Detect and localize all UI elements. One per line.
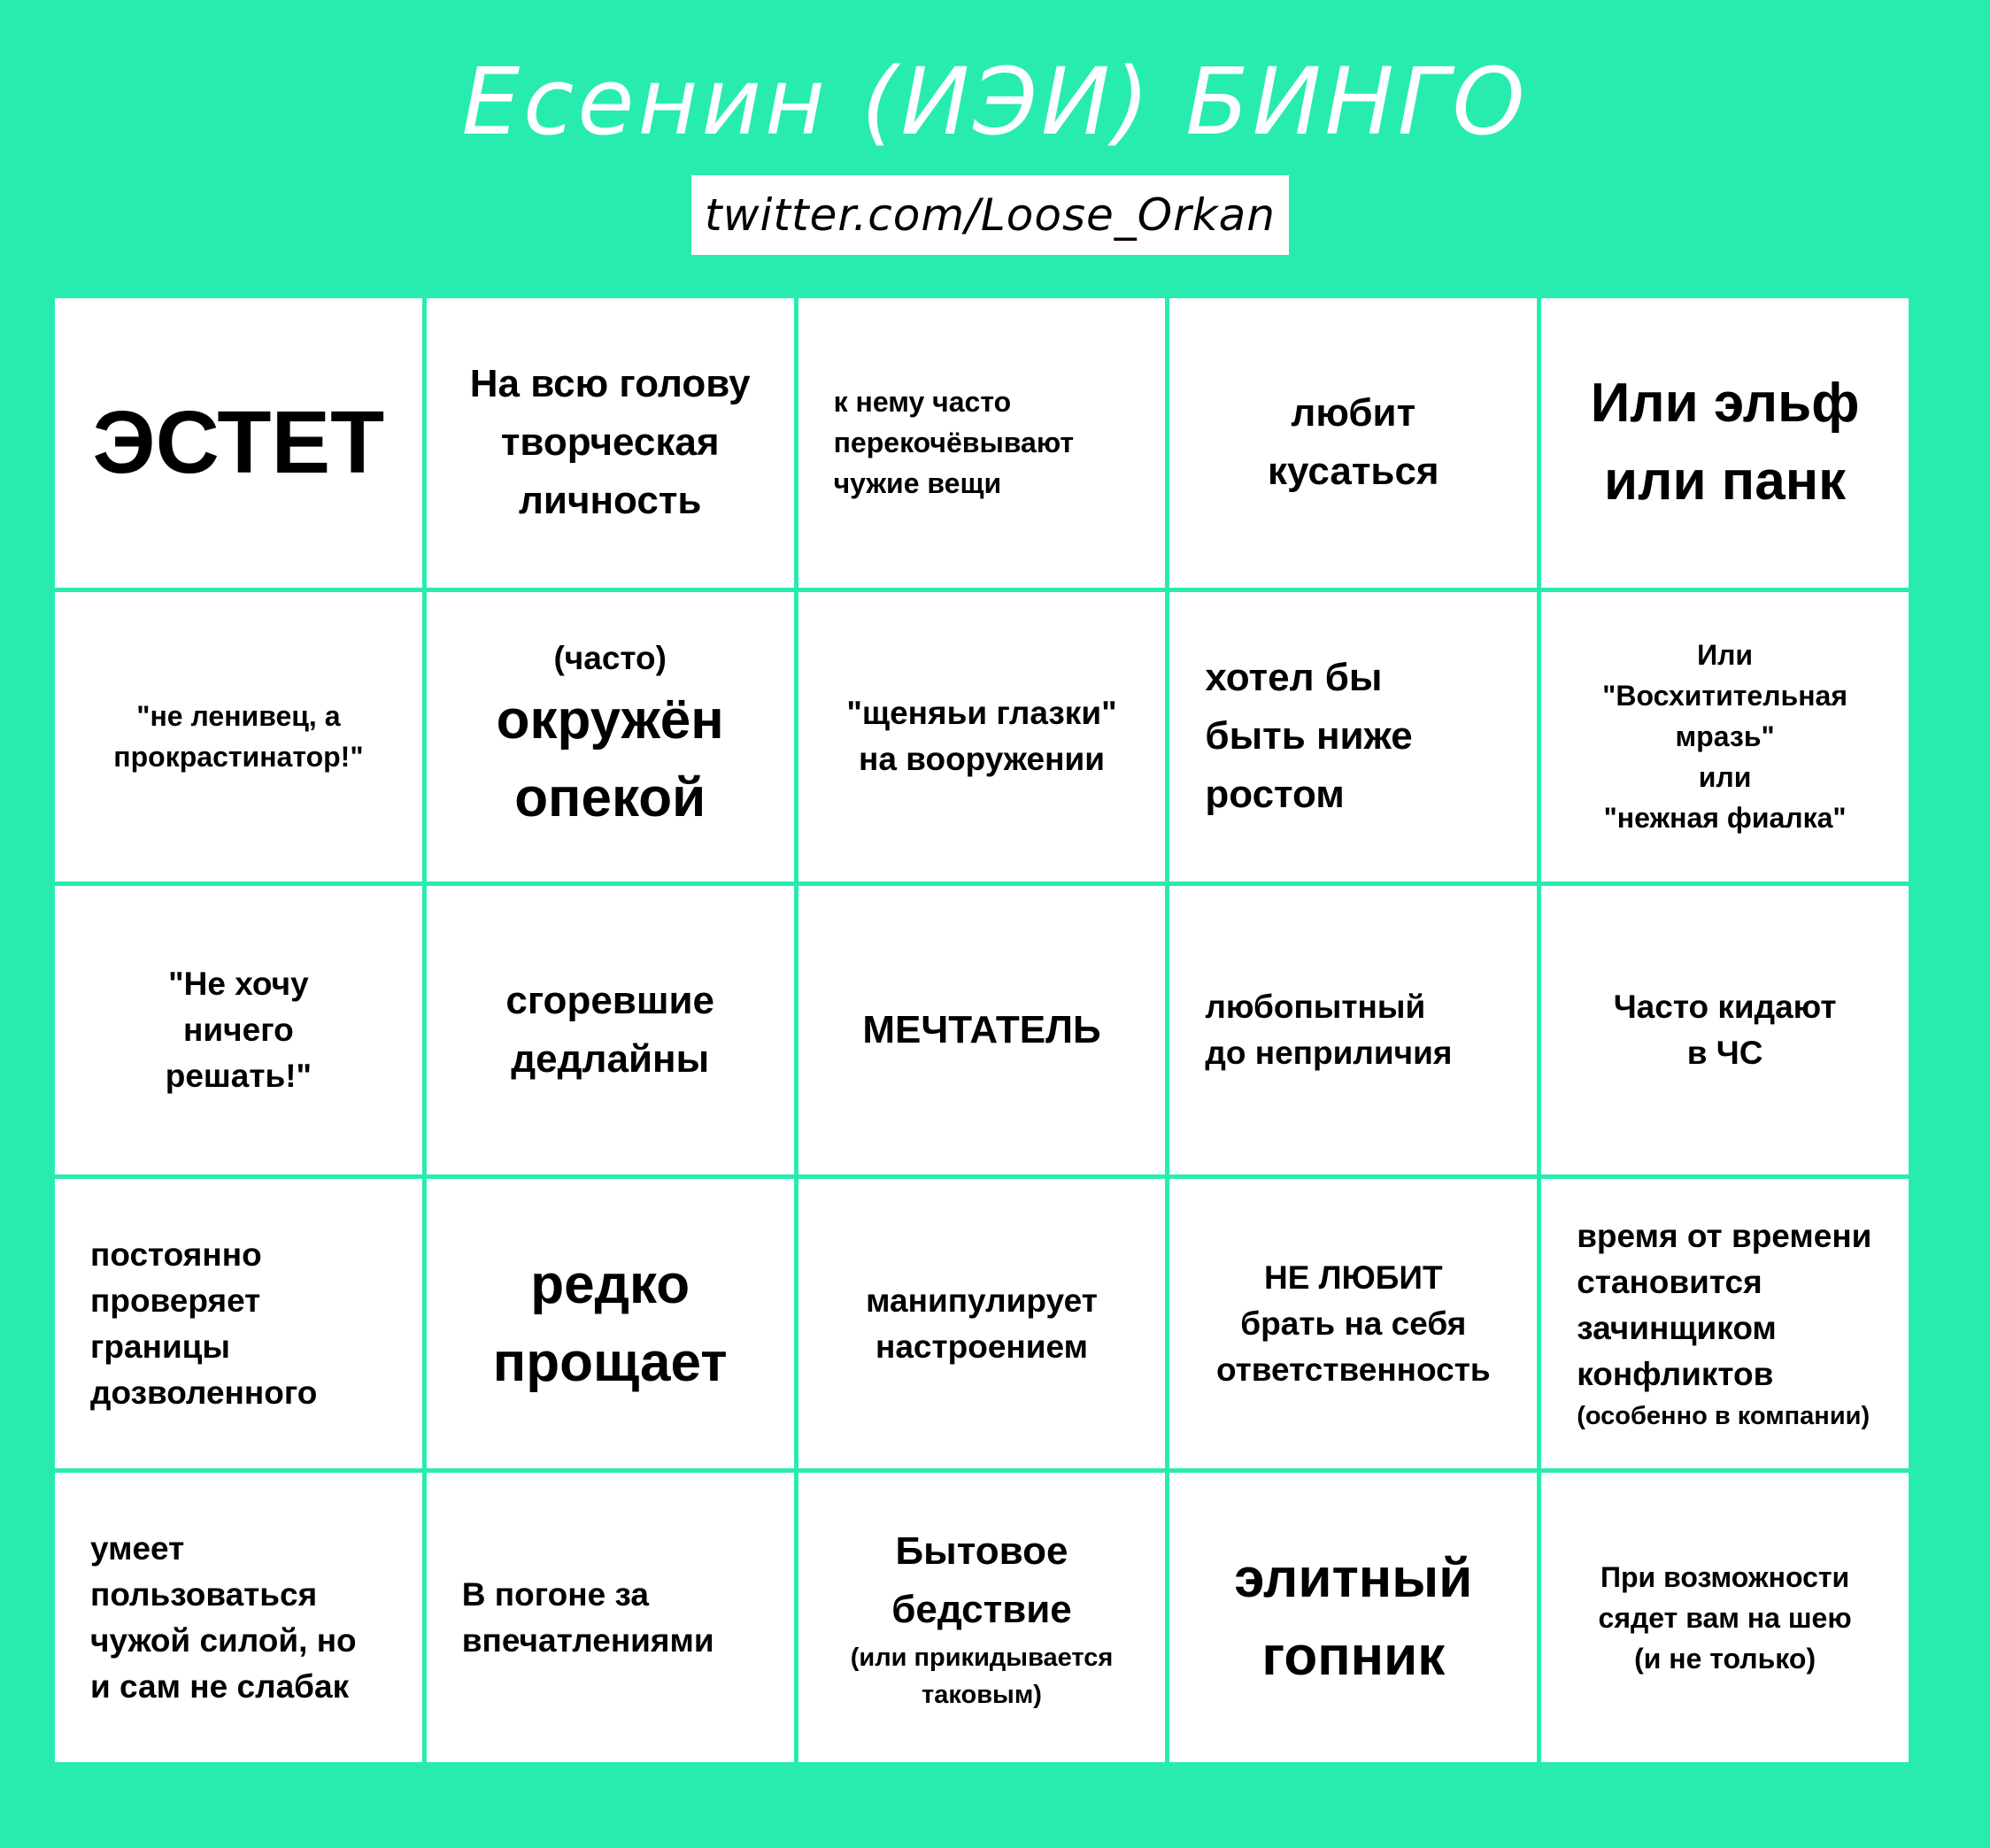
bingo-cell bbox=[1541, 298, 1909, 588]
bingo-cell bbox=[1169, 592, 1537, 882]
cell-text: любит bbox=[1291, 391, 1416, 435]
cell-text: на вооружении bbox=[859, 741, 1105, 778]
cell-text: На всю голову bbox=[469, 362, 751, 406]
cell-text: (и не только) bbox=[1634, 1642, 1816, 1675]
bingo-cell bbox=[55, 298, 422, 588]
cell-text: ростом bbox=[1205, 773, 1345, 817]
cell-text: (часто) bbox=[553, 640, 667, 677]
bingo-cell bbox=[427, 886, 794, 1175]
bingo-cell bbox=[427, 1179, 794, 1468]
cell-text: ответственность bbox=[1216, 1351, 1491, 1388]
bingo-cell bbox=[427, 592, 794, 882]
bingo-cell bbox=[798, 1473, 1166, 1762]
cell-text: При возможности bbox=[1600, 1560, 1850, 1593]
cell-text: Или bbox=[1697, 639, 1754, 672]
cell-text: к нему часто bbox=[833, 386, 1012, 419]
cell-text: опекой bbox=[514, 767, 706, 829]
cell-text: Или эльф bbox=[1590, 373, 1860, 435]
bingo-cell bbox=[1541, 1179, 1909, 1468]
cell-text: хотел бы bbox=[1205, 656, 1383, 700]
cell-text: пользоваться bbox=[90, 1575, 318, 1613]
cell-text: элитный bbox=[1234, 1547, 1473, 1609]
cell-text: быть ниже bbox=[1205, 714, 1413, 758]
cell-text: "щеняьи глазки" bbox=[846, 695, 1117, 732]
cell-text: "Не хочу bbox=[168, 965, 309, 1002]
cell-text: до неприличия bbox=[1205, 1034, 1453, 1071]
cell-text: редко bbox=[530, 1253, 690, 1315]
cell-text: ЭСТЕТ bbox=[92, 393, 385, 493]
cell-text: любопытный bbox=[1205, 988, 1426, 1025]
cell-text: манипулирует bbox=[866, 1282, 1098, 1319]
cell-text: прощает bbox=[492, 1331, 728, 1393]
bingo-cell bbox=[1169, 298, 1537, 588]
cell-text: решать!" bbox=[165, 1057, 312, 1094]
bingo-cell bbox=[1169, 1179, 1537, 1468]
cell-text: Часто кидают bbox=[1613, 988, 1837, 1025]
cell-text: НЕ ЛЮБИТ bbox=[1263, 1259, 1443, 1296]
bingo-cell bbox=[1541, 886, 1909, 1175]
cell-text: чужие вещи bbox=[833, 467, 1002, 500]
cell-text: "Восхитительная bbox=[1602, 680, 1848, 712]
cell-text: впечатлениями bbox=[461, 1621, 714, 1659]
cell-text: (особенно в компании) bbox=[1577, 1401, 1870, 1430]
cell-text: чужой силой, но bbox=[90, 1621, 357, 1659]
bingo-cell bbox=[55, 592, 422, 882]
cell-text: кусаться bbox=[1267, 450, 1439, 494]
bingo-cell bbox=[55, 886, 422, 1175]
cell-text: становится bbox=[1577, 1263, 1762, 1300]
cell-text: постоянно bbox=[90, 1236, 262, 1273]
cell-text: окружён bbox=[496, 689, 724, 751]
cell-text: умеет bbox=[90, 1529, 185, 1567]
page-title: Есенин (ИЭИ) БИНГО bbox=[461, 48, 1529, 156]
cell-text: Бытовое bbox=[895, 1528, 1068, 1573]
bingo-cell bbox=[55, 1179, 422, 1468]
cell-text: границы bbox=[90, 1328, 231, 1365]
bingo-cell bbox=[1169, 1473, 1537, 1762]
bingo-cell bbox=[1541, 592, 1909, 882]
cell-text: В погоне за bbox=[461, 1575, 649, 1613]
cell-text: зачинщиком bbox=[1577, 1309, 1777, 1346]
cell-text: "нежная фиалка" bbox=[1603, 802, 1847, 835]
cell-text: сгоревшие bbox=[505, 978, 715, 1022]
cell-text: проверяет bbox=[90, 1282, 261, 1319]
bingo-cell bbox=[1169, 886, 1537, 1175]
cell-text: личность bbox=[518, 479, 702, 523]
cell-text: бедствие bbox=[891, 1587, 1072, 1631]
cell-text: дозволенного bbox=[90, 1374, 318, 1411]
bingo-cell bbox=[798, 592, 1166, 882]
cell-text: (или прикидывается bbox=[850, 1643, 1114, 1672]
bingo-cell bbox=[798, 1179, 1166, 1468]
cell-text: время от времени bbox=[1577, 1217, 1872, 1254]
bingo-cell bbox=[427, 298, 794, 588]
cell-text: таковым) bbox=[922, 1680, 1042, 1709]
cell-text: ничего bbox=[183, 1011, 294, 1048]
bingo-cell bbox=[1541, 1473, 1909, 1762]
bingo-cell bbox=[798, 298, 1166, 588]
cell-text: или панк bbox=[1603, 450, 1847, 512]
credit-label: twitter.com/Loose_Orkan bbox=[691, 175, 1289, 255]
cell-text: мразь" bbox=[1675, 720, 1775, 753]
cell-text: "не ленивец, а bbox=[136, 700, 341, 733]
bingo-cell bbox=[427, 1473, 794, 1762]
cell-text: сядет вам на шею bbox=[1598, 1601, 1852, 1634]
bingo-grid bbox=[55, 298, 1909, 1762]
cell-text: в ЧС bbox=[1686, 1034, 1763, 1071]
cell-text: настроением bbox=[875, 1328, 1088, 1365]
cell-text: дедлайны bbox=[511, 1036, 710, 1081]
bingo-cell bbox=[55, 1473, 422, 1762]
cell-text: брать на себя bbox=[1240, 1305, 1467, 1342]
cell-text: прокрастинатор!" bbox=[113, 741, 364, 774]
bingo-cell bbox=[798, 886, 1166, 1175]
cell-text: перекочёвывают bbox=[833, 427, 1075, 459]
cell-text: гопник bbox=[1261, 1625, 1446, 1687]
cell-text: и сам не слабак bbox=[90, 1667, 350, 1705]
cell-text: конфликтов bbox=[1577, 1355, 1774, 1392]
cell-text: или bbox=[1698, 761, 1752, 794]
cell-text: МЕЧТАТЕЛЬ bbox=[862, 1007, 1101, 1051]
cell-text: творческая bbox=[500, 420, 720, 465]
